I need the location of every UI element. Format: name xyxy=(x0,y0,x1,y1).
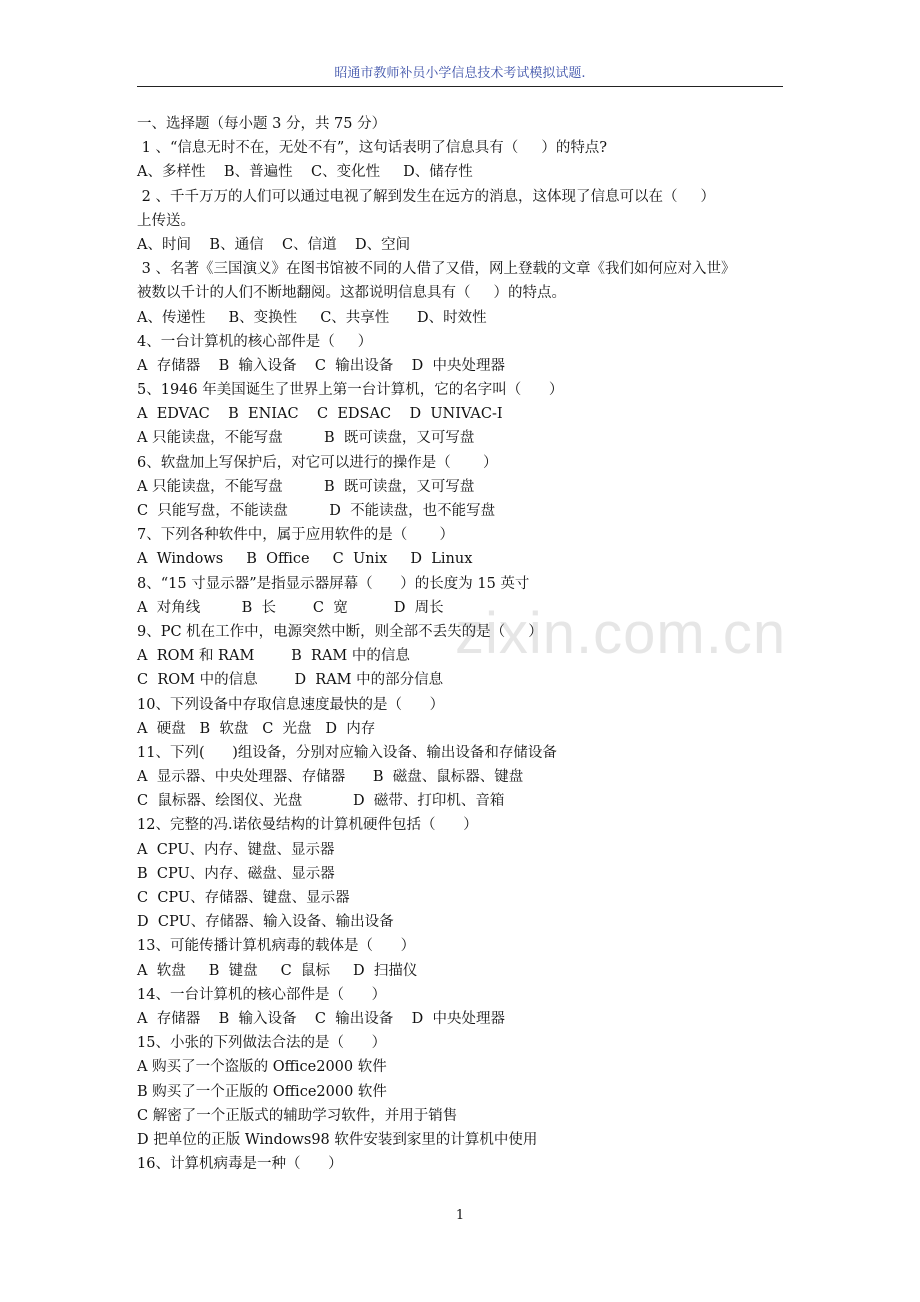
question-6-options-cd: C 只能写盘，不能读盘 D 不能读盘，也不能写盘 xyxy=(137,503,496,519)
question-10-options: A 硬盘 B 软盘 C 光盘 D 内存 xyxy=(137,720,376,737)
question-12-option-a: A CPU、内存、键盘、显示器 xyxy=(137,841,335,858)
question-12: 12、完整的冯.诺依曼结构的计算机硬件包括（ ） xyxy=(137,817,478,834)
question-15-option-a: A 购买了一个盗版的 Office2000 软件 xyxy=(137,1059,387,1076)
question-4: 4、一台计算机的核心部件是（ ） xyxy=(137,333,373,350)
watermark: zixin.com.cn xyxy=(455,601,787,666)
question-3: 3 、名著《三国演义》在图书馆被不同的人借了又借，网上登载的文章《我们如何应对入世》 xyxy=(137,261,736,278)
question-13-options: A 软盘 B 键盘 C 鼠标 D 扫描仪 xyxy=(137,962,418,979)
question-5-options: A EDVAC B ENIAC C EDSAC D UNIVAC-I xyxy=(137,406,503,423)
document-header xyxy=(137,62,783,87)
section-title: 一、选择题（每小题 3 分，共 75 分） xyxy=(137,116,387,132)
question-11: 11、下列( )组设备，分别对应输入设备、输出设备和存储设备 xyxy=(137,744,557,761)
question-3-options: A、传递性 B、变换性 C、共享性 D、时效性 xyxy=(137,309,487,326)
exam-body xyxy=(137,112,787,1176)
question-12-option-b: B CPU、内存、磁盘、显示器 xyxy=(137,865,335,882)
question-12-option-c: C CPU、存储器、键盘、显示器 xyxy=(137,890,350,906)
question-6: 6、软盘加上写保护后，对它可以进行的操作是（ ） xyxy=(137,454,498,471)
question-14-options: A 存储器 B 输入设备 C 输出设备 D 中央处理器 xyxy=(137,1010,506,1027)
question-15-option-c: C 解密了一个正版式的辅助学习软件，并用于销售 xyxy=(137,1107,458,1124)
question-9-options-cd: C ROM 中的信息 D RAM 中的部分信息 xyxy=(137,672,444,689)
question-2-continued: 上传送。 xyxy=(137,212,195,229)
question-14: 14、一台计算机的核心部件是（ ） xyxy=(137,986,387,1003)
question-7-options: A Windows B Office C Unix D Linux xyxy=(137,551,473,568)
question-9: 9、PC 机在工作中，电源突然中断，则全部不丢失的是（ ） xyxy=(137,623,543,640)
question-9-options-ab: A ROM 和 RAM B RAM 中的信息 xyxy=(137,648,410,665)
question-4-options: A 存储器 B 输入设备 C 输出设备 D 中央处理器 xyxy=(137,357,506,374)
question-6-options-ab: A 只能读盘，不能写盘 B 既可读盘，又可写盘 xyxy=(137,478,475,495)
question-15-option-b: B 购买了一个正版的 Office2000 软件 xyxy=(137,1083,387,1100)
question-2-options: A、时间 B、通信 C、信道 D、空间 xyxy=(137,236,411,253)
stray-options-line: A 只能读盘，不能写盘 B 既可读盘，又可写盘 xyxy=(137,430,475,447)
page-number: 1 xyxy=(455,1208,465,1223)
question-1: 1 、“信息无时不在，无处不有”，这句话表明了信息具有（ ）的特点? xyxy=(137,140,608,157)
question-1-options: A、多样性 B、普遍性 C、变化性 D、储存性 xyxy=(137,164,473,181)
question-11-options-ab: A 显示器、中央处理器、存储器 B 磁盘、鼠标器、键盘 xyxy=(137,769,524,786)
question-12-option-d: D CPU、存储器、输入设备、输出设备 xyxy=(137,914,394,931)
question-8-options: A 对角线 B 长 C 宽 D 周长 xyxy=(137,599,444,616)
question-3-continued: 被数以千计的人们不断地翻阅。这都说明信息具有（ ）的特点。 xyxy=(137,285,567,302)
question-2: 2 、千千万万的人们可以通过电视了解到发生在远方的消息，这体现了信息可以在（ ） xyxy=(137,188,715,205)
header-title: 昭通市教师补员小学信息技术考试模拟试题. xyxy=(334,66,586,81)
question-10: 10、下列设备中存取信息速度最快的是（ ） xyxy=(137,696,445,713)
question-7: 7、下列各种软件中，属于应用软件的是（ ） xyxy=(137,527,454,544)
question-16: 16、计算机病毒是一种（ ） xyxy=(137,1156,343,1173)
question-11-options-cd: C 鼠标器、绘图仪、光盘 D 磁带、打印机、音箱 xyxy=(137,793,505,810)
page-footer xyxy=(0,1208,920,1224)
question-13: 13、可能传播计算机病毒的载体是（ ） xyxy=(137,938,416,955)
question-15-option-d: D 把单位的正版 Windows98 软件安装到家里的计算机中使用 xyxy=(137,1131,538,1148)
question-5: 5、1946 年美国诞生了世界上第一台计算机，它的名字叫（ ） xyxy=(137,382,564,399)
question-8: 8、“15 寸显示器”是指显示器屏幕（ ）的长度为 15 英寸 xyxy=(137,575,530,592)
question-15: 15、小张的下列做法合法的是（ ） xyxy=(137,1035,387,1052)
